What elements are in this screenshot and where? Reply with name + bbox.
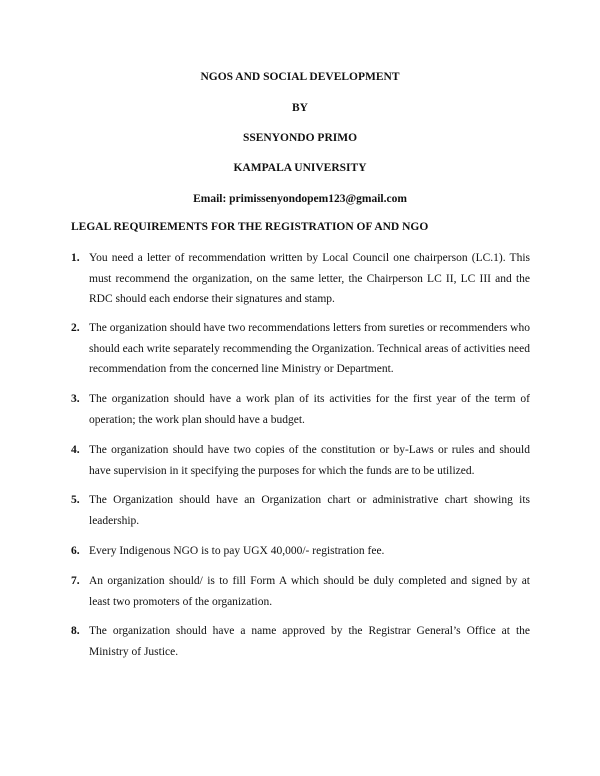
- list-item-text: You need a letter of recommendation written by Local Council one chairperson (LC.1). This must recommend the organization, on the same letter, the Chairperson LC II, LC III and the RDC should each endorse their signatures and stamp.: [89, 252, 530, 305]
- document-title: NGOS AND SOCIAL DEVELOPMENT: [200, 71, 400, 83]
- list-item: [71, 318, 530, 380]
- list-item-text: The organization should have two recommendations letters from sureties or recommenders who should each write separately recommending the Organization. Technical areas of activities need recommendation from the concerned line Ministry or Department.: [89, 322, 530, 375]
- list-item: [71, 248, 530, 310]
- list-item: [71, 541, 530, 562]
- by-line: BY: [292, 102, 308, 114]
- list-item: [71, 571, 530, 612]
- list-item: [71, 440, 530, 481]
- list-item-number: 4.: [71, 444, 80, 456]
- list-item-text: The organization should have a name approved by the Registrar General’s Office at the Ministry of Justice.: [89, 625, 530, 658]
- list-item-number: 1.: [71, 252, 80, 264]
- list-item-text: The organization should have two copies of the constitution or by-Laws or rules and should have supervision in it specifying the purposes for which the funds are to be utilized.: [89, 444, 530, 477]
- author-email: Email: primissenyondopem123@gmail.com: [193, 193, 407, 205]
- list-item-text: The Organization should have an Organization chart or administrative chart showing its leadership.: [89, 494, 530, 527]
- section-heading: LEGAL REQUIREMENTS FOR THE REGISTRATION OF AND NGO: [71, 221, 429, 233]
- list-item-number: 6.: [71, 545, 80, 557]
- list-item-number: 2.: [71, 322, 80, 334]
- list-item-number: 7.: [71, 575, 80, 587]
- list-item: [71, 621, 530, 662]
- list-item: [71, 389, 530, 430]
- list-item: [71, 490, 530, 531]
- list-item-number: 3.: [71, 393, 80, 405]
- author-name: SSENYONDO PRIMO: [242, 132, 358, 144]
- institution-name: KAMPALA UNIVERSITY: [233, 162, 367, 174]
- list-item-number: 8.: [71, 625, 80, 637]
- list-item-text: Every Indigenous NGO is to pay UGX 40,000/- registration fee.: [89, 545, 385, 557]
- list-item-text: The organization should have a work plan of its activities for the first year of the term of operation; the work plan should have a budget.: [89, 393, 530, 426]
- list-item-text: An organization should/ is to fill Form A which should be duly completed and signed by at least two promoters of the organization.: [89, 575, 530, 608]
- list-item-number: 5.: [71, 494, 80, 506]
